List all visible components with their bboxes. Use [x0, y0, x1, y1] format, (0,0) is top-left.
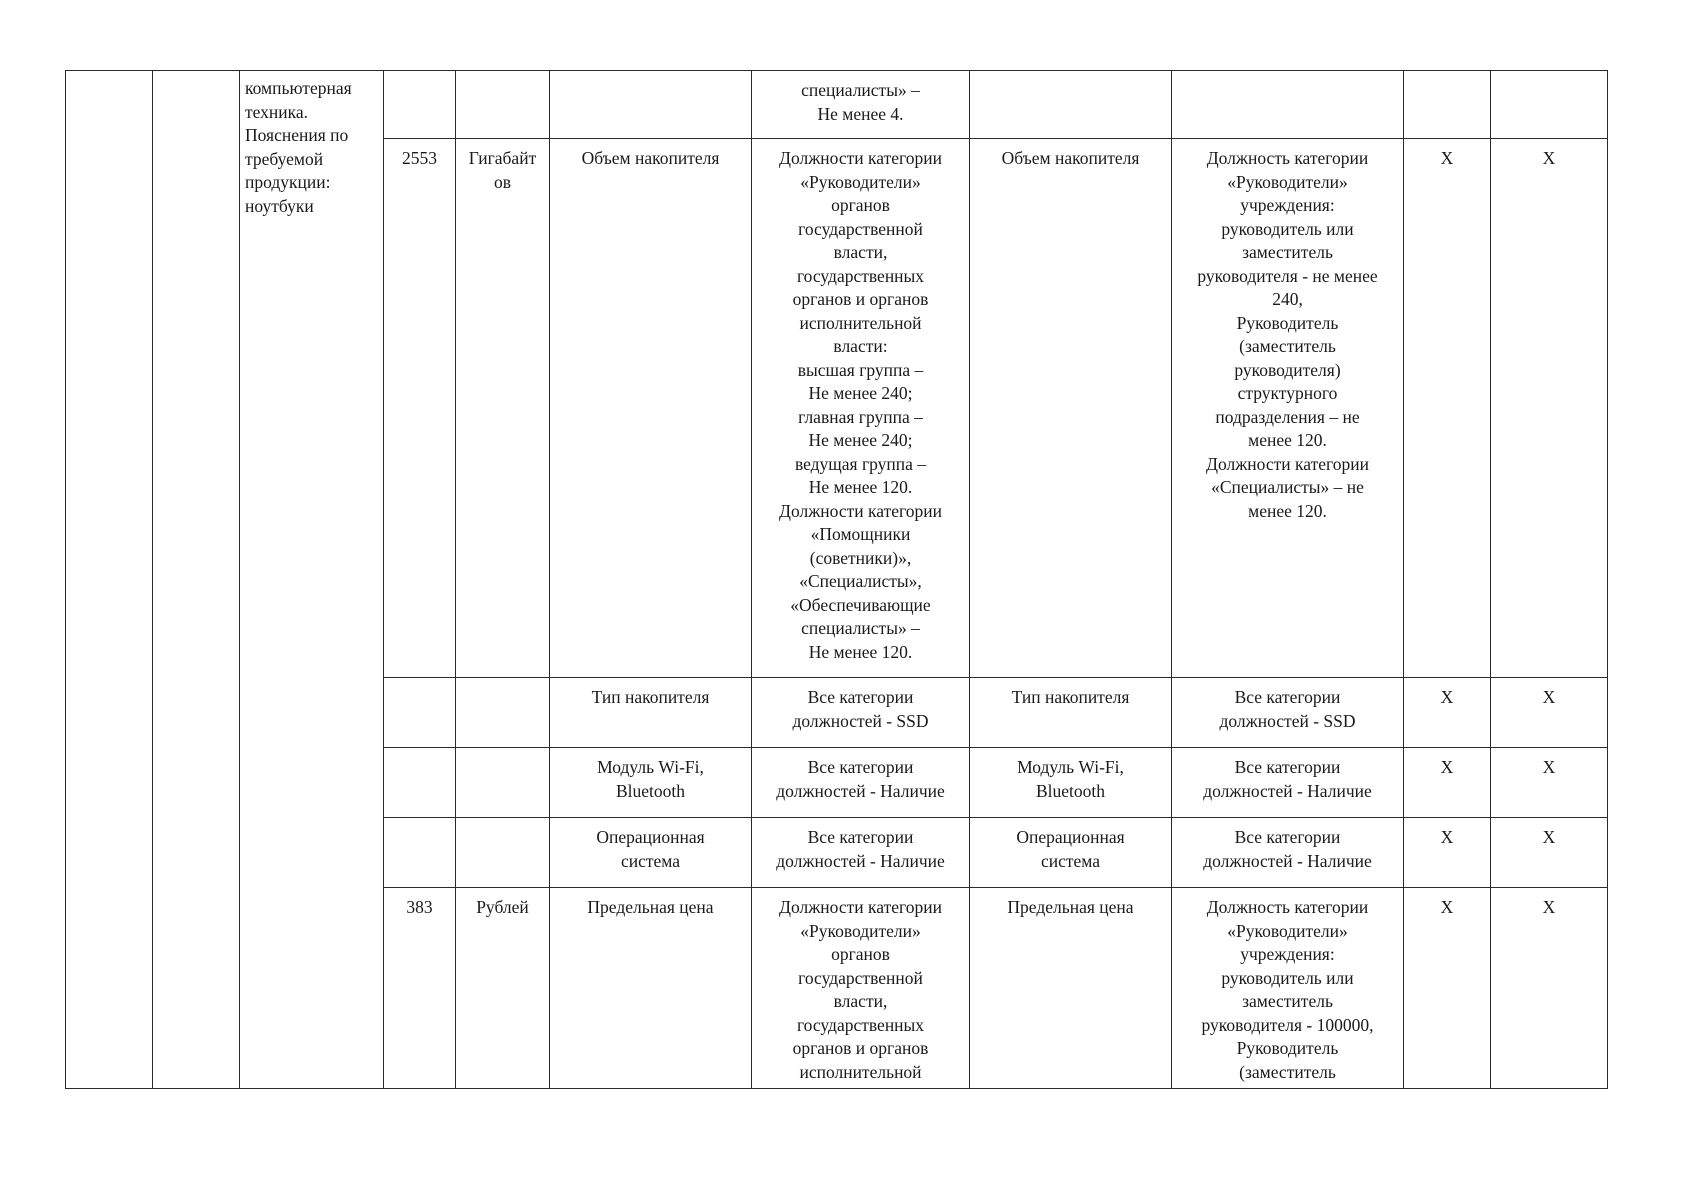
characteristic-value-cell: Все категории должностей - Наличие — [752, 818, 970, 888]
justification-cell: X — [1404, 818, 1491, 888]
requirements-table — [65, 70, 1608, 1089]
justification-cell: X — [1404, 888, 1491, 1089]
approved-characteristic-name-cell: Тип накопителя — [970, 678, 1172, 748]
purpose-cell: X — [1491, 139, 1608, 678]
characteristic-name-cell — [550, 71, 752, 139]
justification-cell — [1404, 71, 1491, 139]
empty-cell-col1 — [66, 71, 153, 1089]
okei-code-cell — [384, 818, 456, 888]
characteristic-value-cell: Все категории должностей - SSD — [752, 678, 970, 748]
characteristic-name-cell: Тип накопителя — [550, 678, 752, 748]
unit-cell — [456, 818, 550, 888]
characteristic-name-cell: Предельная цена — [550, 888, 752, 1089]
characteristic-name-cell: Объем накопителя — [550, 139, 752, 678]
unit-cell — [456, 71, 550, 139]
characteristic-value-cell: Должности категории «Руководители» органов государственной власти, государственных органов и органов исполнительной — [752, 888, 970, 1089]
characteristic-name-cell: Операционная система — [550, 818, 752, 888]
unit-cell — [456, 748, 550, 818]
product-description-cell: компьютерная техника. Пояснения по требуемой продукции: ноутбуки — [240, 71, 384, 1089]
characteristic-name-cell: Модуль Wi-Fi, Bluetooth — [550, 748, 752, 818]
approved-characteristic-value-cell: Все категории должностей - Наличие — [1172, 748, 1404, 818]
purpose-cell: X — [1491, 888, 1608, 1089]
purpose-cell: X — [1491, 748, 1608, 818]
unit-cell: Рублей — [456, 888, 550, 1089]
empty-cell-col2 — [153, 71, 240, 1089]
approved-characteristic-name-cell: Объем накопителя — [970, 139, 1172, 678]
approved-characteristic-name-cell: Операционная система — [970, 818, 1172, 888]
table-row — [66, 71, 1608, 139]
okei-code-cell — [384, 748, 456, 818]
approved-characteristic-value-cell: Должность категории «Руководители» учреждения: руководитель или заместитель руководителя - 100000, Руководитель (заместитель — [1172, 888, 1404, 1089]
approved-characteristic-name-cell — [970, 71, 1172, 139]
approved-characteristic-value-cell: Должность категории «Руководители» учреждения: руководитель или заместитель руководителя - не менее 240, Руководитель (заместитель руководителя) структурного подразделения – не менее 120. Должности категории «Специалисты» – не менее 120. — [1172, 139, 1404, 678]
okei-code-cell: 383 — [384, 888, 456, 1089]
characteristic-value-cell: специалисты» – Не менее 4. — [752, 71, 970, 139]
okei-code-cell — [384, 678, 456, 748]
purpose-cell: X — [1491, 678, 1608, 748]
characteristic-value-cell: Должности категории «Руководители» органов государственной власти, государственных органов и органов исполнительной власти: высшая группа – Не менее 240; главная группа – Не менее 240; ведущая группа – Не менее 120. Должности категории «Помощники (советники)», «Специалисты», «Обеспечивающие специалисты» – Не менее 120. — [752, 139, 970, 678]
purpose-cell: X — [1491, 818, 1608, 888]
approved-characteristic-name-cell: Модуль Wi-Fi, Bluetooth — [970, 748, 1172, 818]
purpose-cell — [1491, 71, 1608, 139]
unit-cell — [456, 678, 550, 748]
approved-characteristic-value-cell: Все категории должностей - SSD — [1172, 678, 1404, 748]
approved-characteristic-name-cell: Предельная цена — [970, 888, 1172, 1089]
justification-cell: X — [1404, 748, 1491, 818]
okei-code-cell — [384, 71, 456, 139]
characteristic-value-cell: Все категории должностей - Наличие — [752, 748, 970, 818]
justification-cell: X — [1404, 139, 1491, 678]
okei-code-cell: 2553 — [384, 139, 456, 678]
approved-characteristic-value-cell — [1172, 71, 1404, 139]
justification-cell: X — [1404, 678, 1491, 748]
unit-cell: Гигабайт ов — [456, 139, 550, 678]
approved-characteristic-value-cell: Все категории должностей - Наличие — [1172, 818, 1404, 888]
